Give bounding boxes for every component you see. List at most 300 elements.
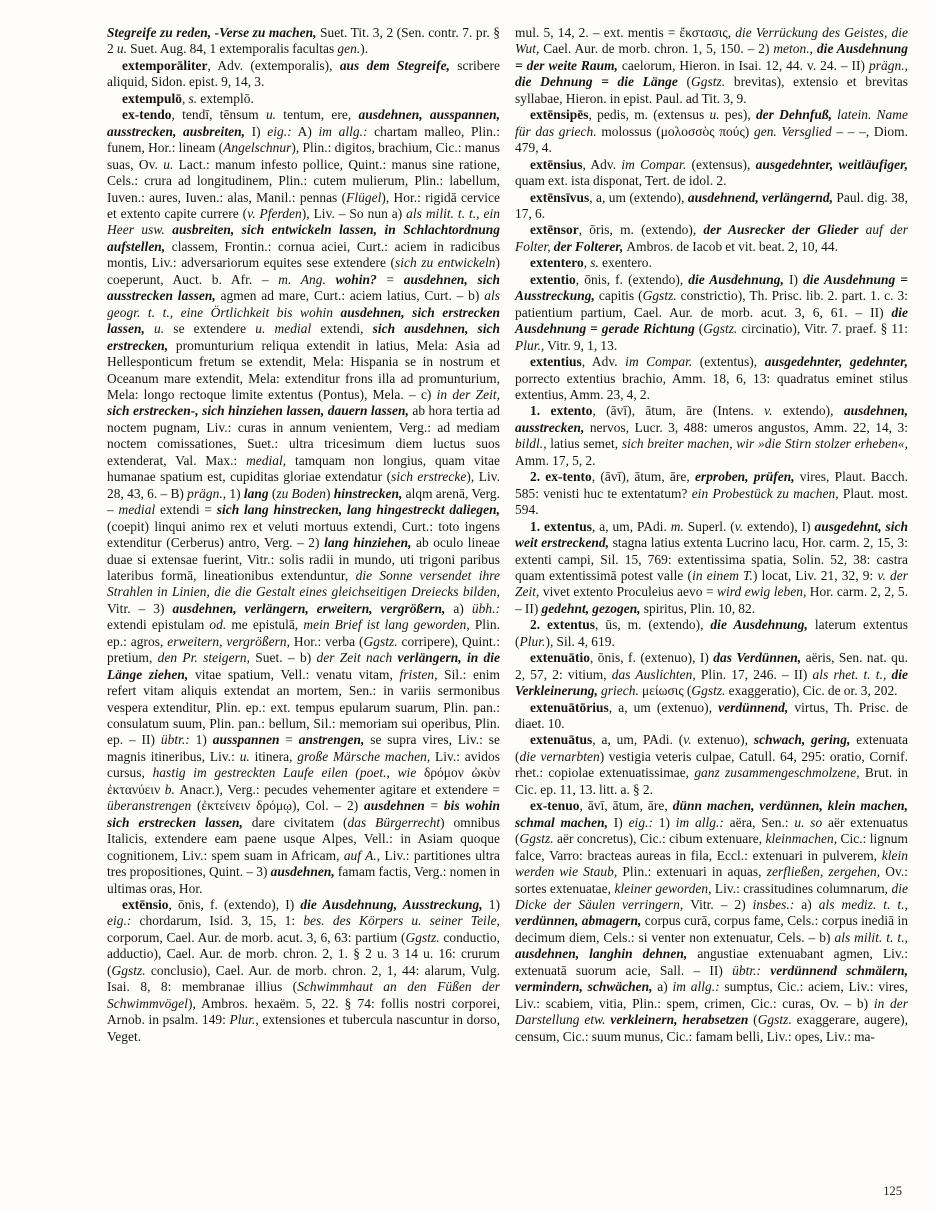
- text-segment: chordarum, Isid. 3, 15, 1:: [131, 913, 304, 929]
- text-segment: ), Liv. 28, 43, 6. – B): [107, 469, 500, 501]
- text-segment: a): [453, 600, 472, 616]
- text-segment: ).: [360, 41, 369, 57]
- text-segment: latein. Name für das griech.: [515, 107, 908, 139]
- text-segment: sich breiter machen, wir »die Stirn stolzer erheben«,: [621, 436, 908, 452]
- text-segment: extēnsor: [530, 222, 579, 238]
- text-segment: molossus (μολοσσὸς πούς): [601, 123, 754, 139]
- text-segment: medial,: [246, 452, 295, 468]
- text-segment: caelorum, Hieron. in Isai. 12, 44. v. 24. – II): [621, 57, 869, 73]
- text-segment: Angelschnur: [223, 140, 292, 156]
- text-segment: constrictio), Th. Prisc. lib. 2. part. 1. c. 3: patientium partium, Cael. Aur. de morb. acut. 3, 6, 61. – II): [515, 288, 908, 320]
- text-segment: , tendī, tēnsum: [171, 107, 266, 123]
- text-segment: Amm. 17, 5, 2.: [515, 452, 596, 468]
- text-segment: – – –, Diom. 479, 4.: [515, 123, 908, 156]
- text-segment: eig.:: [628, 814, 659, 830]
- text-segment: 2. ex-tento: [530, 469, 592, 485]
- entry-extensivus: [515, 190, 908, 223]
- entry-extentius: [515, 354, 908, 403]
- text-segment: 1): [482, 897, 500, 913]
- entry-extenuatus: [515, 732, 908, 798]
- text-segment: a): [801, 897, 819, 913]
- text-segment: Ggstz.: [363, 633, 398, 649]
- text-segment: Plur.: [515, 337, 541, 353]
- text-segment: extēnsipēs: [530, 107, 589, 123]
- entry-extempulo: [107, 91, 500, 107]
- text-segment: wohin?: [335, 271, 377, 287]
- text-segment: exentero.: [598, 255, 652, 271]
- text-segment: ausgedehnter, gedehnter,: [764, 354, 908, 370]
- text-segment: ,: [583, 255, 591, 271]
- text-segment: conductio, adductio), Cael. Aur. de morb. chron. 2, 1. § 2 u. 3 14 u. 16: crurum (: [107, 929, 501, 978]
- text-segment: überanstrengen: [107, 798, 198, 814]
- text-segment: , ōnis, f. (extendo), I): [168, 897, 301, 913]
- text-segment: (: [686, 74, 692, 90]
- text-segment: als geogr. t. t., eine Örtlichkeit bis wohin: [107, 288, 500, 320]
- text-segment: Ggstz.: [691, 683, 726, 699]
- text-segment: im Compar.: [621, 156, 687, 172]
- text-segment: ausspannen: [212, 732, 280, 748]
- text-segment: u.: [163, 156, 174, 172]
- text-segment: 2. extentus: [530, 617, 596, 633]
- text-segment: extēnsius: [530, 156, 583, 172]
- text-segment: ex-tenuo: [530, 798, 580, 814]
- text-segment: ausdehnend, verlängernd,: [687, 189, 837, 205]
- text-segment: extentio: [530, 271, 576, 287]
- text-segment: Suet. Aug. 84, 1 extemporalis facultas: [127, 41, 338, 57]
- text-segment: ausgedehnter, weitläufiger,: [755, 156, 908, 172]
- text-segment: Suet. – b): [255, 650, 317, 666]
- text-segment: Plaut. most. 594.: [515, 485, 908, 518]
- text-segment: ganz zusammengeschmolzene,: [694, 765, 865, 781]
- text-segment: den Pr. steigern,: [157, 650, 256, 666]
- text-segment: als milit. t. t.,: [834, 929, 908, 945]
- text-segment: aëris, Sen. nat. qu. 2, 57, 2: vitium,: [515, 650, 908, 682]
- entry-extentio: [515, 272, 908, 354]
- text-segment: porrecto extentius brachio, Amm. 18, 6, 13: quadratus eminet stilus extentius, Amm. 23, 4, 2.: [515, 370, 908, 402]
- text-segment: als milit. t. t., ein Heer usw.: [107, 205, 500, 238]
- text-segment: , a, um (extendo),: [589, 189, 688, 205]
- text-segment: der Folterer,: [553, 238, 627, 254]
- text-segment: hastig im gestreckten Laufe eilen (poet., wie: [152, 765, 424, 781]
- text-segment: , (āvī), ātum, āre,: [591, 469, 695, 485]
- text-segment: ausdehnen, langhin dehnen,: [515, 946, 698, 962]
- text-segment: ausdehnen, sich ausstrecken lassen,: [107, 271, 500, 304]
- text-segment: ein Probestück zu machen,: [691, 485, 843, 501]
- text-segment: , pedis, m. (extensus: [588, 107, 710, 123]
- text-segment: im allg.:: [672, 979, 725, 995]
- text-segment: das Verdünnen,: [713, 650, 806, 666]
- text-segment: verkleinern, herabsetzen: [610, 1012, 754, 1028]
- text-segment: Ggstz.: [405, 929, 440, 945]
- text-segment: die Verrückung des Geistes, die Wut,: [515, 25, 908, 57]
- text-segment: sumptus, Cic.: aciem, Liv.: vires, Liv.: scabiem, vitia, Plin.: spem, crimen, Cic.: curas, Ov. – b): [515, 979, 908, 1011]
- text-segment: gen. Versglied: [753, 123, 837, 139]
- text-segment: chartam malleo, Plin.: funem, Hor.: lineam (: [107, 123, 501, 156]
- text-segment: , latius semet,: [543, 436, 622, 452]
- text-segment: das Auslichten,: [611, 666, 701, 682]
- text-segment: [145, 321, 154, 336]
- text-segment: extemplō.: [197, 90, 254, 106]
- text-segment: in der Darstellung etw.: [515, 995, 908, 1028]
- text-segment: , ōnis, f. (extendo),: [575, 271, 689, 287]
- text-segment: Cael. Aur. de morb. chron. 1, 5, 150. – 2): [543, 41, 774, 57]
- text-segment: u.: [154, 321, 165, 337]
- text-segment: der Dehnfuß,: [755, 107, 838, 123]
- text-segment: extēnsio: [122, 897, 169, 913]
- text-segment: , a, um, PAdi. (: [592, 732, 684, 748]
- text-segment: extenuātus: [530, 732, 593, 748]
- text-segment: als rhet. t. t.,: [812, 666, 892, 682]
- entry-extemporalis-continuation: [107, 25, 500, 58]
- text-segment: , Adv.: [582, 156, 622, 172]
- text-segment: brevitas), extensio et brevitas syllabae, Hieron. in epist. Paul. ad Tit. 3, 9.: [515, 74, 908, 106]
- text-segment: v.: [764, 403, 773, 419]
- text-segment: insbes.:: [752, 897, 802, 913]
- text-segment: vitae spatium, Vell.: venatu vitam,: [194, 666, 400, 682]
- text-segment: μείωσις (: [642, 683, 692, 699]
- text-segment: Ggstz.: [519, 831, 554, 847]
- text-segment: se supra vires, Liv.: se magnis itineribus, Liv.:: [107, 732, 500, 764]
- text-segment: s.: [590, 255, 599, 271]
- text-segment: lang hinziehen,: [324, 535, 412, 551]
- text-segment: classem, Frontin.: cornua aciei, Curt.: aciem in radicibus montis, Liv.: adversariorum equites sese extendere (: [107, 238, 500, 271]
- text-segment: griech.: [601, 683, 643, 699]
- text-segment: ), Hor.: rigidā cervice et extento capite currere (: [107, 189, 500, 221]
- text-segment: die Ausdehnung = der weite Raum,: [515, 41, 908, 73]
- text-segment: die Verkleinerung,: [515, 666, 908, 699]
- text-segment: , ōnis, f. (extenuo), I): [590, 650, 714, 666]
- text-segment: stagna latius extenta Lucrino lacu, Hor. carm. 2, 15, 3: extenti campi, Sil. 15, 769: extentissima spatia, Solin. 52, 38: castra quam extentissimā potest valle (: [515, 535, 908, 583]
- text-segment: übtr.:: [160, 732, 196, 748]
- text-segment: angustiae extenuabant agmen, Liv.: extenuatā suorum acie, Sall. – II): [515, 946, 908, 978]
- text-segment: im allg.:: [318, 123, 368, 139]
- text-segment: (: [271, 485, 277, 501]
- text-segment: u.: [116, 41, 127, 57]
- text-segment: ausdehnen, ausstrecken,: [515, 403, 908, 435]
- text-segment: der Ausrecker der Glieder: [703, 222, 866, 238]
- text-segment: ) vestigia veteris culpae, Catull. 64, 295: oratio, Cornif. rhet.: copiolae extenuatissimae,: [515, 748, 908, 781]
- text-segment: m. Ang.: [278, 271, 336, 287]
- text-segment: exaggeratio), Cic. de or. 3, 202.: [725, 683, 898, 699]
- right-column: [515, 25, 908, 1177]
- text-segment: die Ausdehnung = Ausstreckung,: [515, 271, 908, 304]
- entry-extenuatorius: [515, 700, 908, 733]
- text-segment: (extentus),: [692, 354, 765, 370]
- text-segment: v. Pferden: [247, 205, 302, 221]
- entry-extenuatio: [515, 650, 908, 699]
- text-segment: 1. extentus: [530, 518, 593, 534]
- text-segment: die Ausdehnung,: [710, 617, 815, 633]
- text-segment: die Ausdehnung = gerade Richtung: [515, 304, 908, 337]
- text-segment: , ōris, m. (extendo),: [578, 222, 704, 238]
- entry-extentero: [515, 255, 908, 271]
- text-segment: extemporāliter: [122, 57, 208, 73]
- entry-extentus-1: [515, 519, 908, 618]
- text-segment: Cic.: lignum falce, Varro: bracteas aureas in fila, Eccl.: extenuari in pulverem,: [515, 831, 908, 863]
- text-segment: quam ext. ista disponat, Tert. de idol. 2.: [515, 173, 727, 189]
- text-segment: v. der Zeit,: [515, 567, 908, 600]
- text-segment: capitis (: [598, 288, 643, 304]
- text-segment: aër concretus), Cic.: cibum extenuare,: [553, 831, 766, 847]
- text-segment: ausbreiten, sich entwickeln lassen, in Schlachtordnung aufstellen,: [107, 222, 500, 254]
- text-segment: extendi epistulam: [107, 617, 210, 633]
- text-segment: , Vitr. 9, 1, 13.: [540, 337, 618, 353]
- text-segment: verlängern, in die Länge ziehen,: [107, 650, 501, 682]
- text-segment: nervos, Lucr. 3, 488: umeros angustos, Amm. 22, 14, 3:: [589, 419, 908, 435]
- text-columns: [107, 25, 908, 1177]
- text-segment: medial: [118, 502, 160, 518]
- text-segment: (: [698, 321, 704, 337]
- text-segment: extempulō: [122, 90, 182, 106]
- text-segment: zerfließen, zergehen,: [766, 864, 886, 880]
- text-segment: sich ausdehnen, sich erstrecken,: [107, 321, 500, 353]
- text-segment: ausdehnen,: [270, 864, 338, 880]
- text-segment: aëra, Sen.:: [729, 814, 795, 830]
- text-segment: übtr.:: [732, 962, 771, 978]
- text-segment: ausdehnen, sich erstrecken lassen,: [107, 304, 500, 337]
- text-segment: 1): [229, 485, 244, 501]
- text-segment: =: [424, 798, 444, 814]
- text-segment: eig.:: [107, 913, 132, 929]
- text-segment: verdünnend,: [718, 699, 795, 715]
- text-segment: vivet extento Proculeius aevo =: [542, 584, 718, 600]
- text-segment: δρόμον ὠκὺν ἐκτανύειν: [107, 765, 500, 797]
- text-segment: Flügel: [346, 189, 382, 205]
- text-segment: dünn machen, verdünnen, klein machen, schmal machen,: [515, 798, 908, 830]
- text-segment: , extensiones et tubercula nascuntur in dorso, Veget.: [107, 1012, 500, 1044]
- text-segment: extenuata (: [515, 732, 908, 764]
- text-segment: prägn.,: [187, 485, 230, 501]
- text-segment: s.: [188, 90, 198, 106]
- text-segment: , Adv. (extemporalis),: [207, 57, 340, 73]
- text-segment: I): [788, 271, 804, 287]
- entry-extemporaliter: [107, 58, 500, 91]
- text-segment: kleinmachen,: [765, 831, 841, 847]
- text-segment: , āvī, ātum, āre,: [579, 798, 673, 814]
- text-segment: Schwimmhaut an den Füßen der Schwimmvögel: [107, 979, 500, 1011]
- left-column: [107, 25, 500, 1177]
- text-segment: u. so: [794, 814, 829, 830]
- text-segment: im allg.:: [675, 814, 730, 830]
- text-segment: sich lang hinstrecken, lang hingestreckt daliegen,: [216, 502, 501, 518]
- page-number: 125: [883, 1184, 902, 1198]
- text-segment: Plin.: extenuari in aquas,: [622, 864, 767, 880]
- text-segment: agmen ad mare, Curt.: aciem latius, Curt. – b): [215, 288, 485, 304]
- text-segment: a): [657, 979, 673, 995]
- text-segment: verdünnend schmälern, vermindern, schwächen,: [515, 962, 908, 995]
- text-segment: ) omnibus Italicis, extendere eam paene usque Alpes, Vell.: in Asiam quoque cognitionem, Liv.: spem suam in Africam,: [107, 814, 501, 863]
- text-segment: ) locat, Liv. 21, 32, 9:: [752, 567, 878, 583]
- text-segment: (coepit) linqui animo rex et veluti mortuus extendi, Curt.: toto ingens extenditur (Cerberus) antro, Verg. – 2): [107, 518, 500, 551]
- text-segment: extendi,: [320, 321, 373, 337]
- text-segment: promunturium reliqua extendit in latius, Mela: Asia ad Hellesponticum fretum se extendit, Mela: Hispania se in nostrum et Oceanum mare extendit, Mela: extenditur frons illa ad promunturium, Mela: longo rectoque limite extentus (Pontus), Mela. – c): [107, 337, 500, 402]
- text-segment: od.: [209, 617, 227, 633]
- text-segment: mein Brief ist lang geworden,: [303, 617, 475, 633]
- text-segment: b.: [164, 781, 180, 797]
- text-segment: , a, um (extenuo),: [608, 699, 719, 715]
- entry-ex-tendo: [107, 107, 500, 897]
- text-segment: meton.,: [773, 41, 817, 57]
- text-segment: u. medial: [255, 321, 321, 337]
- text-segment: erweitern, vergrößern,: [167, 633, 294, 649]
- text-segment: exaggerare, augere), censum, Cic.: suum munus, Cic.: famam belli, Liv.: opes, Liv.: ma-: [515, 1012, 908, 1044]
- text-segment: Plin. 17, 246. – II): [700, 666, 813, 682]
- text-segment: ), Sil. 4, 619.: [545, 633, 615, 649]
- text-segment: itinera,: [249, 748, 298, 764]
- text-segment: schwach, gering,: [753, 732, 857, 748]
- text-segment: zu Boden: [276, 485, 327, 501]
- text-segment: wird ewig leben,: [717, 584, 810, 600]
- text-segment: prägn.,: [868, 57, 908, 73]
- text-segment: tamquam non longius, quam vitae humanae spatium est, cupiditas gloriae extendatur (: [107, 452, 500, 485]
- text-segment: , Adv.: [581, 354, 626, 370]
- text-segment: ,: [181, 90, 189, 106]
- text-segment: A): [291, 123, 319, 139]
- text-segment: se extendere: [164, 321, 256, 337]
- text-segment: in einem T.: [692, 567, 753, 583]
- text-segment: der Zeit nach: [316, 650, 398, 666]
- text-segment: ausdehnen: [364, 798, 425, 814]
- text-segment: u.: [265, 107, 277, 123]
- text-segment: 1): [658, 814, 676, 830]
- text-segment: dare civitatem (: [251, 814, 348, 830]
- text-segment: auf der Folter,: [515, 222, 908, 254]
- text-segment: bes. des Körpers u. seiner Teile,: [303, 913, 500, 929]
- text-segment: klein werden wie Staub,: [515, 847, 908, 880]
- text-segment: Ggstz.: [703, 321, 738, 337]
- text-segment: gedehnt, gezogen,: [541, 600, 644, 616]
- text-segment: sich erstrecke: [391, 469, 467, 485]
- text-segment: die Sonne versendet ihre Strahlen in Linien, die die Gestalt eines gleichseitigen Dreiecks bilden,: [107, 567, 500, 600]
- text-segment: extentius: [530, 354, 582, 370]
- text-segment: anstrengen,: [298, 732, 371, 748]
- text-segment: ex-tendo: [122, 107, 172, 123]
- text-segment: hinstrecken,: [333, 485, 403, 501]
- text-segment: ausdehnen, ausspannen, ausstrecken, ausbreiten,: [107, 107, 500, 139]
- text-segment: Paul. dig. 38, 17, 6.: [515, 189, 908, 221]
- text-segment: pes),: [719, 107, 756, 123]
- text-segment: Vitr. – 3): [107, 600, 173, 616]
- text-segment: conclusio), Cael. Aur. de morb. chron. 2, 1, 44: alarum, Vulg. Isai. 8, 8: membranae illius (: [107, 962, 500, 995]
- text-segment: tentum, ere,: [276, 107, 359, 123]
- text-segment: extenuātio: [530, 650, 591, 666]
- text-segment: v.: [683, 732, 692, 748]
- text-segment: corpus curā, corpus fame, Cels.: corpus inediā in decimum diem, Cels.: si venter non extenuatur, Cels. – b): [515, 913, 908, 945]
- text-segment: alqm arenā, Verg. –: [107, 485, 501, 518]
- text-segment: Liv.: crassitudines columnarum,: [714, 880, 892, 896]
- text-segment: ), Liv. – So nun a): [301, 205, 407, 221]
- text-segment: übh.:: [471, 600, 500, 616]
- text-segment: extendi =: [159, 502, 217, 518]
- text-segment: gen.: [337, 41, 361, 57]
- text-segment: Stegreife zu reden, -Verse zu machen,: [107, 25, 317, 40]
- text-segment: sich zu entwickeln: [394, 255, 496, 271]
- text-segment: ab oculo lineae duae si extensae fuerint, Vitr.: solis radii in mundo, uti trigoni paribus lateribus formā, lineationibus extenduntur,: [107, 535, 500, 583]
- text-segment: Plin. ep.: agros,: [107, 617, 500, 649]
- text-segment: Suet. Tit. 3, 2 (Sen. contr. 7. pr. § 2: [107, 25, 500, 57]
- entry-extensius: [515, 157, 908, 190]
- text-segment: ausgedehnt, sich weit erstreckend,: [515, 518, 908, 551]
- text-segment: extenuātōrius: [530, 699, 609, 715]
- text-segment: Vitr. – 2): [690, 897, 753, 913]
- text-segment: Ggstz.: [111, 962, 146, 978]
- text-segment: große Märsche machen,: [297, 748, 435, 764]
- text-segment: u.: [239, 748, 250, 764]
- text-segment: I): [613, 814, 629, 830]
- text-segment: Hor.: verba (: [293, 633, 364, 649]
- text-segment: , ūs, m. (extendo),: [595, 617, 711, 633]
- text-segment: virtus, Th. Prisc. de diaet. 10.: [515, 699, 908, 732]
- text-segment: corripere), Quint.: pretium,: [107, 633, 500, 666]
- text-segment: Plur.: [519, 633, 546, 649]
- text-segment: verdünnen, abmagern,: [515, 913, 645, 929]
- text-segment: 1. extento: [530, 403, 593, 419]
- text-segment: in der Zeit,: [436, 386, 501, 402]
- text-segment: als mediz. t. t.,: [818, 897, 908, 913]
- text-segment: =: [376, 271, 404, 287]
- text-segment: die Ausdehnung,: [688, 271, 789, 287]
- text-segment: spiritus, Plin. 10, 82.: [643, 600, 756, 616]
- entry-ex-tento-2: [515, 469, 908, 518]
- text-segment: scribere aliquid, Sidon. epist. 9, 14, 3.: [107, 57, 500, 90]
- text-segment: ab hora tertia ad noctem pugnam, Liv.: curas in annum venientem, Verg.: ad mediam noctem comissationes, Suet.: ultra tricesimum diem luctus suos extenderat, Val. Max.:: [107, 403, 500, 468]
- text-segment: mul. 5, 14, 2. – ext. mentis = ἔκστασις,: [515, 25, 736, 40]
- text-segment: eig.:: [267, 123, 292, 139]
- text-segment: auf A.,: [343, 847, 385, 863]
- text-segment: fristen,: [399, 666, 445, 682]
- text-segment: bildl.: [515, 436, 544, 452]
- text-segment: corporum, Cael. Aur. de morb. acut. 3, 6, 63: partium (: [107, 929, 406, 945]
- text-segment: extendo), I): [743, 518, 815, 534]
- text-segment: v.: [734, 518, 744, 534]
- entry-extensio-continuation: [515, 25, 908, 107]
- text-segment: Ggstz.: [642, 288, 677, 304]
- text-segment: vires, Plaut. Bacch. 585: venisti huc te extentatum?: [515, 469, 908, 501]
- text-segment: die Dicke der Säulen verringern,: [515, 880, 908, 913]
- text-segment: Ggstz.: [691, 74, 726, 90]
- text-segment: me epistulā,: [226, 617, 304, 633]
- text-segment: m.: [670, 518, 684, 534]
- text-segment: u.: [709, 107, 720, 123]
- text-segment: aus dem Stegreife,: [339, 57, 450, 73]
- text-segment: erproben, prüfen,: [694, 469, 800, 485]
- text-segment: ) coeperunt, Auct. b. Afr. –: [107, 255, 500, 287]
- text-segment: das Bürgerrecht: [347, 814, 441, 830]
- text-segment: die Ausdehnung, Ausstreckung,: [300, 897, 483, 913]
- text-segment: circinatio), Vitr. 7. praef. § 11:: [737, 321, 908, 337]
- text-segment: (: [753, 1012, 758, 1028]
- text-segment: I): [244, 123, 268, 139]
- text-segment: Ggstz.: [757, 1012, 792, 1028]
- text-segment: aër extenuatus (: [515, 814, 908, 847]
- text-segment: (extensus),: [686, 156, 756, 172]
- entry-extensipes: [515, 107, 908, 156]
- text-segment: ), Plin.: digitos, brachium, Cic.: manus suas, Ov.: [107, 140, 500, 172]
- text-segment: Superl. (: [683, 518, 735, 534]
- text-segment: Lact.: manum infesto pollice, Quint.: manus sine ratione, Cels.: crura ad longitudinem, Plin.: cutem mulierum, Plin.: labellum, Iuven.: aures, Iuven.: alas, Manil.: pennas (: [107, 156, 500, 205]
- entry-extentus-2: [515, 617, 908, 650]
- text-segment: Liv.: partitiones ultra tres propositiones, Quint. – 3): [107, 847, 500, 880]
- text-segment: extentero: [530, 255, 584, 271]
- text-segment: Hor. carm. 2, 2, 5. – II): [515, 584, 908, 616]
- text-segment: die vernarbten: [519, 748, 600, 764]
- text-segment: Liv.: avidos cursus,: [107, 748, 500, 781]
- text-segment: kleiner geworden,: [614, 880, 715, 896]
- text-segment: laterum extentus (: [515, 617, 908, 649]
- text-segment: extēnsīvus: [530, 189, 590, 205]
- text-segment: sich erstrecken-, sich hinziehen lassen, dauern lassen,: [107, 403, 409, 419]
- text-segment: Sil.: enim refert vitam aliquis extendat an mortem, Sen.: in variis sermonibus vespera extenditur, Plin. ep.: ext. tempus epularum suarum, Plin. pan.: consulatum suum, Plin. pan.: bellum, Sil.: memoriam sui operibus, Plin. ep. – II): [107, 666, 500, 748]
